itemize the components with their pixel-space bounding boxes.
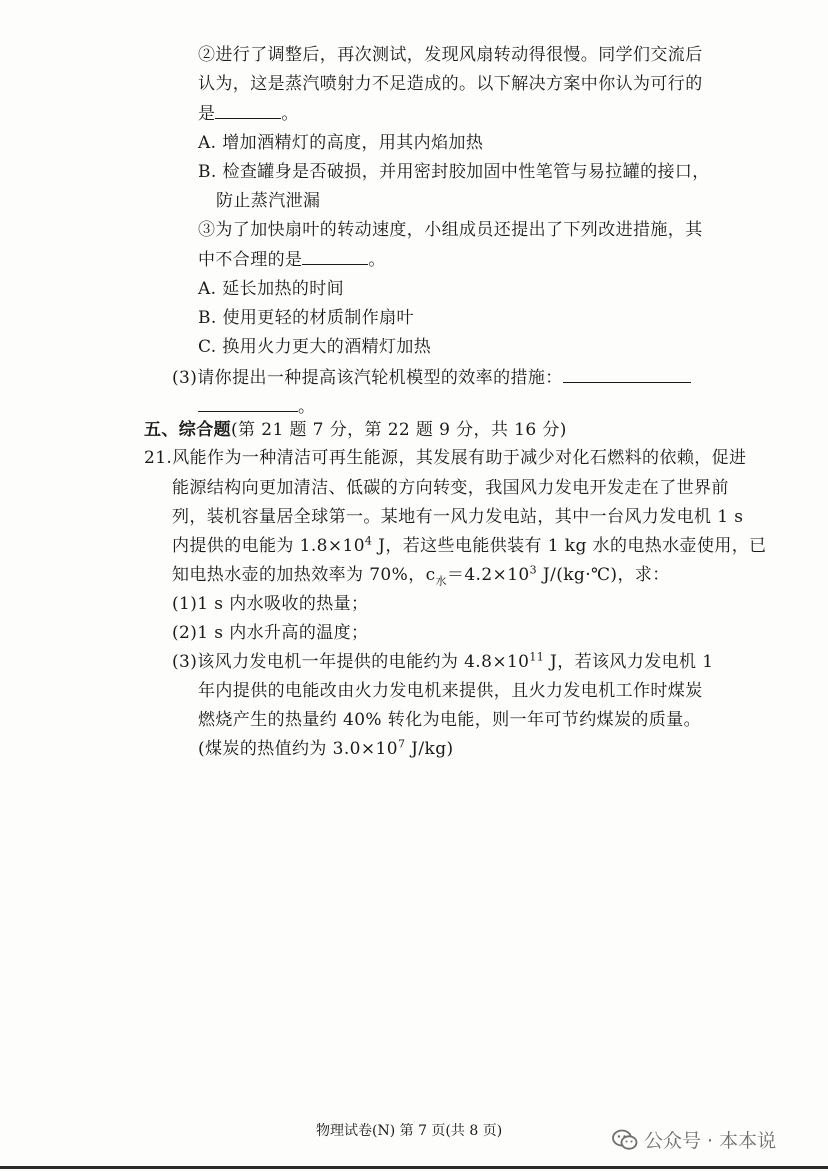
q21-sub3-line1 [172,651,713,673]
exponent: 4 [364,534,373,548]
wechat-icon [612,1129,638,1151]
q2-option-b-line2: 防止蒸汽泄漏 [216,191,321,211]
part3-prompt: (3)请你提出一种提高该汽轮机模型的效率的措施： [172,368,563,388]
q21-sub2: (2)1 s 内水升高的温度； [172,623,369,643]
q3-line2 [198,248,386,271]
part3-line2 [198,395,315,418]
page-footer: 物理试卷(N) 第 7 页(共 8 页) [316,1123,503,1139]
q21-sub3-line4-text-a: (煤炭的热值约为 3.0×10 [198,739,398,759]
q21-line4-text-b: J，若这些电能供装有 1 kg 水的电热水壶使用，已 [372,536,767,556]
answer-blank[interactable] [215,102,281,119]
watermark [612,1126,776,1153]
answer-blank[interactable] [198,395,298,412]
part3-line2-suffix: 。 [298,397,316,417]
q3-line2-prefix: 中不合理的是 [198,250,303,270]
q2-line3-prefix: 是 [198,104,216,124]
q21-sub3-line4 [198,738,454,760]
q2-line1: ②进行了调整后，再次测试，发现风扇转动得很慢。同学们交流后 [198,45,703,65]
q21-sub3-text-b: J，若该风力发电机 1 [544,652,714,672]
q21-sub3-line4-text-b: J/kg) [405,739,454,759]
q21-line4 [172,535,767,557]
q21-line2: 能源结构向更加清洁、低碳的方向转变，我国风力发电开发走在了世界前 [172,478,729,498]
q21-line3: 列，装机容量居全球第一。某地有一风力发电站，其中一台风力发电机 1 s [172,507,744,527]
q21-line5-text-c: J/(kg·℃)，求： [537,565,670,585]
q21-line5-text-b: ＝4.2×10 [446,565,530,585]
section-title: 五、综合题 [144,420,231,440]
q3-option-c: C. 换用火力更大的酒精灯加热 [198,337,432,357]
section-heading [144,419,567,441]
q21-line4-text-a: 内提供的电能为 1.8×10 [172,536,365,556]
answer-blank[interactable] [563,366,691,383]
q21-sub1: (1)1 s 内水吸收的热量； [172,594,369,614]
bottom-border [0,1166,828,1169]
q2-line2: 认为，这是蒸汽喷射力不足造成的。以下解决方案中你认为可行的 [198,74,703,94]
q21-sub3-line3: 燃烧产生的热量约 40% 转化为电能，则一年可节约煤炭的质量。 [198,710,701,730]
part3-line1 [172,366,691,389]
q21-text: 风能作为一种清洁可再生能源，其发展有助于减少对化石燃料的依赖，促进 [172,448,747,468]
q3-option-b: B. 使用更轻的材质制作扇叶 [198,308,414,328]
q21-line5-text-a: 知电热水壶的加热效率为 70%，c [172,565,436,585]
q21-sub3-text-a: (3)该风力发电机一年提供的电能约为 4.8×10 [172,652,530,672]
q21-line5 [172,564,670,586]
q2-option-b-line1: B. 检查罐身是否破损，并用密封胶加固中性笔管与易拉罐的接口， [198,162,710,182]
subscript: 水 [435,574,447,588]
exponent: 11 [529,650,545,664]
section-note: (第 21 题 7 分，第 22 题 9 分，共 16 分) [231,420,567,440]
q21-sub3-line2: 年内提供的电能改由火力发电机来提供，且火力发电机工作时煤炭 [198,681,703,701]
q21-line1 [144,447,746,469]
q2-line3 [198,102,299,125]
exponent: 3 [529,563,538,577]
answer-blank[interactable] [302,248,368,265]
q2-line3-suffix: 。 [281,104,299,124]
question-number: 21. [144,448,173,468]
q3-line1: ③为了加快扇叶的转动速度，小组成员还提出了下列改进措施，其 [198,220,703,240]
q3-line2-suffix: 。 [368,250,386,270]
q3-option-a: A. 延长加热的时间 [198,279,345,299]
watermark-text: 公众号 · 本本说 [644,1130,777,1152]
q2-option-a: A. 增加酒精灯的高度，用其内焰加热 [198,133,484,153]
exponent: 7 [397,737,406,751]
